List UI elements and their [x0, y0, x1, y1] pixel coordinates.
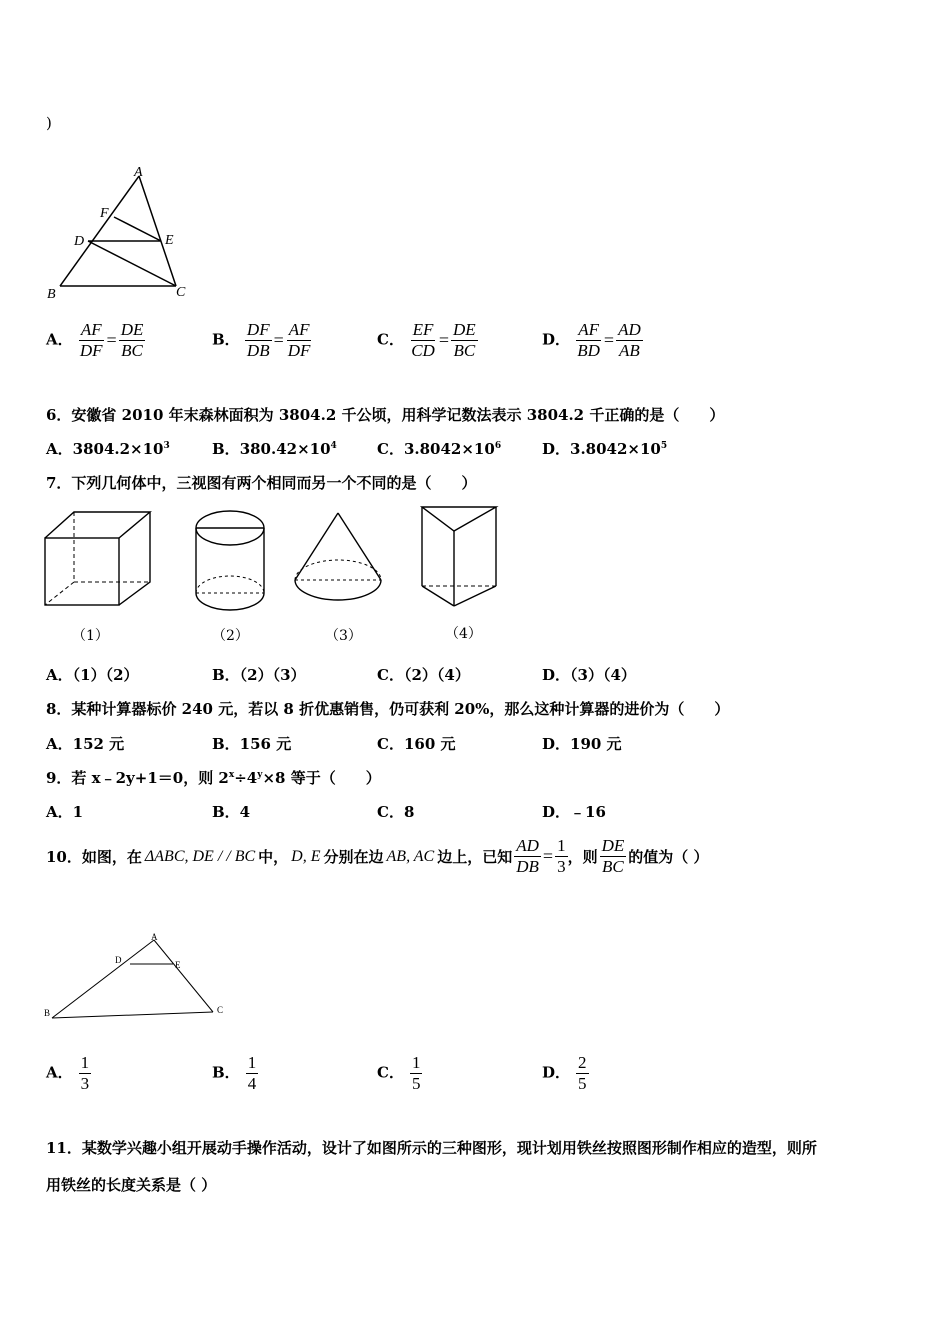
label-E: E	[175, 960, 181, 970]
solids-figure	[40, 505, 510, 650]
cone-shape	[295, 513, 381, 600]
q6-option-b[interactable]: B．$380.42\times 10^4$	[212, 440, 337, 458]
q7-option-c[interactable]: C．（2）（4）	[377, 666, 470, 684]
caption-4: （4）	[445, 626, 482, 642]
q10-option-a[interactable]: A． $\frac{1}{3}$	[46, 1053, 90, 1093]
q6-option-c[interactable]: C．$3.8042\times 10^6$	[377, 440, 502, 458]
q5-option-d[interactable]: D． $\frac{AF}{BD}$ = $\frac{AD}{AB}$	[542, 320, 641, 360]
triangle-figure-q10	[40, 930, 240, 1025]
label-C: C	[176, 285, 186, 300]
triangle-figure-q5	[40, 162, 200, 304]
q11-stem-line2: 用铁丝的长度关系是（ ）	[46, 1176, 217, 1194]
label-B: B	[47, 287, 56, 302]
q8-option-c[interactable]: C．160 元	[377, 735, 456, 753]
q7-option-d[interactable]: D．（3）（4）	[542, 666, 636, 684]
q10-option-d[interactable]: D． $\frac{2}{5}$	[542, 1053, 587, 1093]
prism-shape	[422, 507, 496, 606]
q5-option-a[interactable]: A． $\frac{AF}{DF}$ = $\frac{DE}{BC}$	[46, 320, 144, 360]
label-D: D	[74, 234, 85, 249]
q6-stem: 6．安徽省 2010 年末森林面积为 3804.2 千公顷，用科学记数法表示 3804.2 千正确的是（ ）	[46, 406, 725, 424]
caption-2: （2）	[212, 628, 249, 644]
q8-stem: 8．某种计算器标价 240 元，若以 8 折优惠销售，仍可获利 20%，那么这种计算器的进价为（ ）	[46, 700, 730, 718]
q7-option-b[interactable]: B．（2）（3）	[212, 666, 306, 684]
q5-option-c[interactable]: C． $\frac{EF}{CD}$ = $\frac{DE}{BC}$	[377, 320, 476, 360]
q9-stem: 9．若 x﹣2y+1＝0，则 $2^x\div 4^y\times 8$ 等于（ ）	[46, 769, 381, 787]
q5-option-b[interactable]: B． $\frac{DF}{DB}$ = $\frac{AF}{DF}$	[212, 320, 311, 360]
q6-option-d[interactable]: D．$3.8042\times 10^5$	[542, 440, 668, 458]
q9-option-a[interactable]: A．1	[46, 803, 84, 821]
q9-option-d[interactable]: D．﹣16	[542, 803, 606, 821]
q8-option-d[interactable]: D．190 元	[542, 735, 622, 753]
label-A: A	[134, 165, 143, 180]
q9-option-b[interactable]: B．4	[212, 803, 251, 821]
q6-option-a[interactable]: A．$3804.2\times 10^3$	[46, 440, 170, 458]
q10-option-c[interactable]: C． $\frac{1}{5}$	[377, 1053, 421, 1093]
caption-3: （3）	[325, 628, 362, 644]
q11-stem-line1: 11．某数学兴趣小组开展动手操作活动，设计了如图所示的三种图形，现计划用铁丝按照图形制作相应的造型，则所	[46, 1139, 817, 1157]
q8-option-a[interactable]: A．152 元	[46, 735, 125, 753]
label-E: E	[165, 233, 174, 248]
continuation-paren: )	[46, 114, 52, 132]
q8-option-b[interactable]: B．156 元	[212, 735, 292, 753]
label-D: D	[115, 955, 122, 965]
caption-1: （1）	[72, 628, 109, 644]
label-F: F	[100, 206, 109, 221]
cylinder-shape	[196, 511, 264, 610]
q7-option-a[interactable]: A．（1）（2）	[46, 666, 139, 684]
q10-option-b[interactable]: B． $\frac{1}{4}$	[212, 1053, 257, 1093]
label-C: C	[217, 1005, 224, 1015]
q7-stem: 7．下列几何体中，三视图有两个相同而另一个不同的是（ ）	[46, 474, 477, 492]
q9-option-c[interactable]: C．8	[377, 803, 415, 821]
label-B: B	[44, 1008, 51, 1018]
cube-shape	[45, 512, 150, 605]
q10-stem: 10．如图，在 ΔABC, DE / / BC 中， D, E 分别在边 AB, AC 边上，已知 $\frac{AD}{DB}$ = $\frac{1}{3}$ ，则 $\frac{DE}{BC}$ 的值为（ ）	[46, 836, 709, 876]
label-A: A	[151, 932, 158, 942]
